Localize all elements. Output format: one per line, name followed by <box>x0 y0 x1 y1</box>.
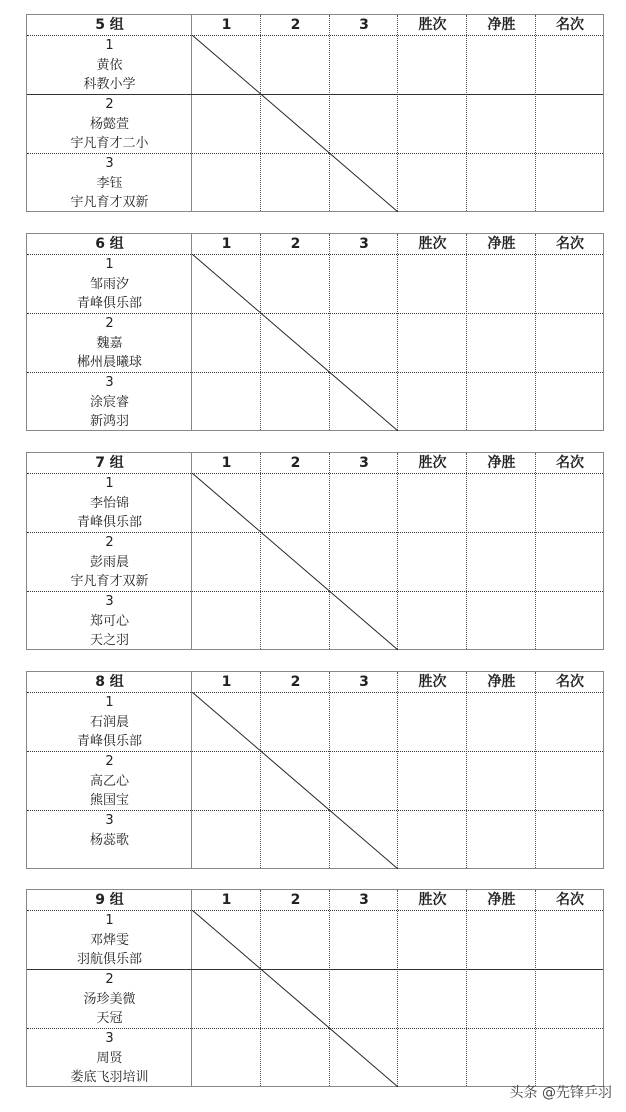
player-row <box>27 254 192 313</box>
player-club: 科教小学 <box>83 77 136 92</box>
header-cell: 1 <box>221 674 232 690</box>
player-number: 2 <box>105 535 114 550</box>
player-name: 汤珍美微 <box>83 991 136 1007</box>
player-name: 周贤 <box>96 1050 123 1066</box>
group-title: 9 组 <box>95 892 124 908</box>
diagonal-self-match-line <box>192 692 398 869</box>
header-row <box>27 453 603 474</box>
player-club: 青峰俱乐部 <box>76 296 142 311</box>
player-name: 郑可心 <box>89 613 129 629</box>
player-number: 3 <box>105 594 114 609</box>
header-cell: 净胜 <box>487 455 516 471</box>
player-club: 宇凡育才双新 <box>70 195 149 210</box>
player-club: 郴州晨曦球 <box>76 355 142 370</box>
diagonal-line <box>192 35 398 212</box>
player-name: 魏嘉 <box>96 335 123 351</box>
header-cell: 名次 <box>556 236 584 252</box>
column-divider <box>466 15 467 211</box>
player-number: 3 <box>105 1031 114 1046</box>
column-divider <box>466 672 467 868</box>
player-row <box>27 94 192 153</box>
header-row <box>27 234 603 255</box>
player-row <box>27 591 192 650</box>
player-row <box>27 532 192 591</box>
player-row <box>27 35 192 94</box>
column-divider <box>535 234 536 430</box>
header-cell: 3 <box>359 17 369 33</box>
diagonal-line <box>192 254 398 431</box>
player-name: 杨蕊歌 <box>89 832 129 848</box>
diagonal-line <box>192 910 398 1087</box>
player-number: 1 <box>105 476 114 491</box>
diagonal-line <box>192 692 398 869</box>
player-club: 宇凡育才双新 <box>70 574 149 589</box>
column-divider <box>535 453 536 649</box>
diagonal-self-match-line <box>192 35 398 212</box>
player-number: 2 <box>105 754 114 769</box>
diagonal-self-match-line <box>192 254 398 431</box>
player-name: 石润晨 <box>89 714 129 730</box>
header-cell: 3 <box>359 455 369 471</box>
player-number: 1 <box>105 257 114 272</box>
player-name: 邓烨雯 <box>89 932 129 948</box>
player-number: 3 <box>105 375 114 390</box>
header-cell: 2 <box>290 236 301 252</box>
player-name: 黄依 <box>96 57 123 73</box>
watermark: 头条 @先锋乒羽 <box>509 1085 612 1101</box>
header-cell: 胜次 <box>418 892 447 908</box>
header-cell: 净胜 <box>487 892 516 908</box>
group-table <box>26 889 604 1087</box>
column-divider <box>466 890 467 1086</box>
player-club: 熊国宝 <box>89 793 129 808</box>
header-cell: 净胜 <box>487 236 516 252</box>
group-table <box>26 233 604 431</box>
header-cell: 2 <box>290 674 301 690</box>
header-cell: 名次 <box>556 674 584 690</box>
player-name: 高乙心 <box>89 773 129 789</box>
player-number: 3 <box>105 156 114 171</box>
header-cell: 净胜 <box>487 674 516 690</box>
diagonal-self-match-line <box>192 473 398 650</box>
player-club: 天之羽 <box>89 633 129 648</box>
player-club: 青峰俱乐部 <box>76 734 142 749</box>
player-club: 羽航俱乐部 <box>76 952 142 967</box>
player-number: 3 <box>105 813 114 828</box>
player-club: 天冠 <box>96 1011 123 1026</box>
player-club: 宇凡育才二小 <box>70 136 149 151</box>
header-cell: 胜次 <box>418 674 447 690</box>
header-cell: 1 <box>221 455 232 471</box>
header-cell: 1 <box>221 17 232 33</box>
header-cell: 3 <box>359 236 369 252</box>
header-row <box>27 15 603 36</box>
column-divider <box>535 890 536 1086</box>
player-number: 1 <box>105 38 114 53</box>
diagonal-line <box>192 473 398 650</box>
group-title: 7 组 <box>95 455 124 471</box>
player-name: 李钰 <box>96 175 123 191</box>
group-table <box>26 452 604 650</box>
player-row <box>27 153 192 212</box>
header-cell: 1 <box>221 236 232 252</box>
player-number: 2 <box>105 972 114 987</box>
player-row <box>27 910 192 969</box>
player-row <box>27 1028 192 1087</box>
player-row <box>27 810 192 869</box>
header-cell: 3 <box>359 892 369 908</box>
player-name: 彭雨晨 <box>89 554 129 570</box>
header-cell: 胜次 <box>418 17 447 33</box>
header-cell: 净胜 <box>487 17 516 33</box>
player-club: 青峰俱乐部 <box>76 515 142 530</box>
header-cell: 2 <box>290 892 301 908</box>
group-table <box>26 14 604 212</box>
player-number: 2 <box>105 97 114 112</box>
column-divider <box>535 15 536 211</box>
player-row <box>27 751 192 810</box>
group-title: 6 组 <box>95 236 124 252</box>
header-cell: 名次 <box>556 17 584 33</box>
player-club: 新鸿羽 <box>89 414 129 429</box>
header-cell: 1 <box>221 892 232 908</box>
header-cell: 名次 <box>556 455 584 471</box>
group-title: 5 组 <box>95 17 124 33</box>
player-name: 邹雨汐 <box>89 276 129 292</box>
player-row <box>27 313 192 372</box>
player-number: 1 <box>105 913 114 928</box>
player-row <box>27 969 192 1028</box>
column-divider <box>466 234 467 430</box>
header-row <box>27 672 603 693</box>
player-row <box>27 692 192 751</box>
column-divider <box>535 672 536 868</box>
player-name: 李怡锦 <box>89 495 129 511</box>
player-row <box>27 372 192 431</box>
group-table <box>26 671 604 869</box>
header-cell: 胜次 <box>418 236 447 252</box>
player-name: 杨懿萱 <box>89 116 129 132</box>
header-row <box>27 890 603 911</box>
player-club: 娄底飞羽培训 <box>70 1070 149 1085</box>
player-name: 涂宸睿 <box>89 394 129 410</box>
header-cell: 2 <box>290 455 301 471</box>
player-number: 2 <box>105 316 114 331</box>
header-cell: 3 <box>359 674 369 690</box>
player-number: 1 <box>105 695 114 710</box>
header-cell: 名次 <box>556 892 584 908</box>
diagonal-self-match-line <box>192 910 398 1087</box>
header-cell: 胜次 <box>418 455 447 471</box>
column-divider <box>466 453 467 649</box>
group-title: 8 组 <box>95 674 124 690</box>
header-cell: 2 <box>290 17 301 33</box>
player-row <box>27 473 192 532</box>
